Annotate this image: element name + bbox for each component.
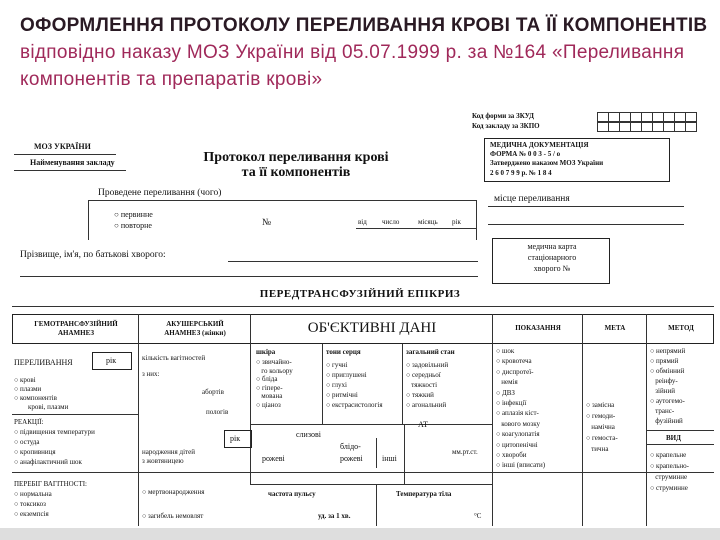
institution-label: Найменування закладу [30, 158, 115, 167]
method-heading: МЕТОД [668, 324, 694, 332]
indication-items-1[interactable]: ○ кровотеча [496, 357, 532, 366]
fetal-death-option[interactable]: ○ загибель немовлят [142, 512, 204, 520]
reactions-label: РЕАКЦІЇ: [14, 418, 44, 426]
type-items-3[interactable]: ○ струминне [650, 484, 688, 492]
indication-items-10[interactable]: ○ хвороби [496, 451, 527, 460]
med-doc-line-3: Затверджено наказом МОЗ України [490, 159, 604, 167]
reaction-2-label: остуда [19, 438, 40, 446]
general-items-3[interactable]: ○ тяжкий [406, 391, 434, 399]
type-items-1[interactable]: ○ крапельно- [650, 462, 690, 470]
course-3[interactable]: ○ екземпсія [14, 510, 49, 518]
pale-label-2: рожеві [340, 454, 363, 463]
plasma-option[interactable]: ○ плазми [14, 385, 42, 393]
heart-items-2[interactable]: ○ глухі [326, 381, 347, 389]
med-doc-line-2: ФОРМА № 0 0 3 - 5 / о [490, 150, 561, 158]
method-items-7[interactable]: фузійний [650, 417, 683, 425]
reaction-1-label: підвищення температури [19, 428, 95, 436]
births-label: пологів [206, 408, 229, 416]
pregnancies-label: кількість вагітностей [142, 354, 206, 362]
slide-footer-bar [0, 528, 720, 540]
method-items-2[interactable]: ○ обмінний [650, 367, 685, 375]
hemo-anamnesis-heading-2: АНАМНЕЗ [57, 329, 95, 337]
goal-items-3[interactable]: ○ гемоста- [586, 434, 618, 442]
mmhg-label: мм.рт.ст. [452, 448, 478, 456]
skin-items-1[interactable]: го кольору [256, 366, 293, 375]
indication-items-6[interactable]: ○ аплазія кіст- [496, 409, 539, 418]
reaction-4-label: анафілактичний шок [19, 458, 82, 466]
indication-items-0[interactable]: ○ шок [496, 347, 515, 355]
blood-option-label: крові [19, 376, 36, 384]
month-label: місяць [418, 218, 438, 226]
pretransfusion-heading: ПЕРЕДТРАНСФУЗІЙНИЙ ЕПІКРИЗ [259, 288, 461, 300]
general-items-1[interactable]: ○ середньої [406, 371, 441, 379]
reaction-3-label: кропивниця [19, 448, 56, 456]
med-card-line-2: стаціонарного [527, 253, 577, 262]
method-items-5[interactable]: ○ аутогемо- [650, 397, 685, 405]
children-label-2: з жовтяницею [142, 457, 184, 465]
protocol-title-1: Протокол переливання крові [203, 150, 389, 165]
year-label: рік [452, 218, 461, 226]
indication-items-8[interactable]: ○ коагулопатія [496, 430, 540, 439]
heart-items-3[interactable]: ○ ритмічні [326, 391, 358, 399]
method-items-1[interactable]: ○ прямий [650, 357, 679, 365]
components-option-label-1: компонентів [19, 394, 57, 402]
course-1[interactable]: ○ нормальна [14, 490, 52, 498]
type-options[interactable] [650, 450, 689, 494]
method-items-0[interactable]: ○ непрямий [650, 347, 686, 355]
course-3-label: екземпсія [19, 510, 49, 518]
skin-items-2[interactable]: ○ бліда [256, 375, 278, 384]
indication-items-3[interactable]: немія [496, 378, 518, 387]
general-items-4[interactable]: ○ агональний [406, 401, 447, 409]
children-label-1: народження дітей [142, 448, 195, 456]
first-option[interactable]: ○ первинне [114, 210, 153, 219]
slide-title-bold: ОФОРМЛЕННЯ ПРОТОКОЛУ ПЕРЕЛИВАННЯ КРОВІ ТА ЇЇ КОМПОНЕНТІВ [20, 15, 708, 36]
skin-items-5[interactable]: ○ ціаноз [256, 400, 281, 409]
conducted-label: Проведене переливання (чого) [98, 188, 222, 198]
components-option[interactable]: ○ компонентів [14, 394, 57, 402]
skin-options[interactable] [256, 358, 293, 410]
pregnancy-course-label: ПЕРЕБІГ ВАГІТНОСТІ: [14, 480, 88, 488]
abortions-label: абортів [202, 388, 224, 396]
heart-tones-heading: тони серця [326, 348, 361, 356]
type-items-0[interactable]: ○ крапельне [650, 451, 687, 459]
patient-name-label: Прізвище, ім'я, по батькові хворого: [20, 250, 166, 260]
method-options[interactable] [650, 346, 685, 426]
reaction-3[interactable]: ○ кропивниця [14, 448, 56, 456]
protocol-title-2: та її компонентів [241, 165, 351, 180]
general-heading: загальний стан [406, 348, 455, 356]
obst-anamnesis-heading-1: АКУШЕРСЬКИЙ [166, 320, 224, 328]
patient-name-field[interactable] [228, 261, 478, 262]
goal-heading: МЕТА [604, 324, 626, 332]
slide-title-rest: відповідно наказу МОЗ України від 05.07.1999 р. за №164 «Переливання компонентів та препаратів крові» [20, 42, 685, 90]
repeat-option-label: повторне [120, 221, 152, 230]
transfusion-protocol-form [6, 108, 714, 526]
day-label: число [382, 218, 400, 226]
pale-label-1: блідо- [340, 442, 361, 451]
indication-items-5[interactable]: ○ інфекції [496, 399, 527, 408]
obst-year-label: рік [230, 434, 241, 443]
reaction-2[interactable]: ○ остуда [14, 438, 40, 446]
skin-items-0[interactable]: ○ звичайно- [256, 358, 292, 366]
indication-items-9[interactable]: ○ цитопенічні [496, 440, 538, 449]
indication-options[interactable] [496, 346, 545, 471]
per-min-label: уд. за 1 хв. [318, 512, 351, 520]
miscarriage-option[interactable]: ○ мертвонародження [142, 488, 205, 496]
method-items-3[interactable]: реінфу- [650, 377, 678, 385]
med-doc-line-1: МЕДИЧНА ДОКУМЕНТАЦІЯ [490, 141, 589, 149]
repeat-option[interactable]: ○ повторне [114, 221, 152, 230]
from-label: від [358, 218, 367, 226]
method-items-4[interactable]: зійний [650, 387, 675, 395]
general-items-2[interactable]: тяжкості [406, 381, 438, 389]
fetal-death-label: загибель немовлят [147, 512, 204, 520]
code-zkud-cells[interactable] [598, 112, 697, 122]
transfusions-label: ПЕРЕЛИВАННЯ [14, 358, 73, 367]
reaction-1[interactable]: ○ підвищення температури [14, 428, 95, 436]
obst-anamnesis-heading-2: АНАМНЕЗ (жінки) [164, 329, 226, 337]
first-option-label: первинне [120, 210, 153, 219]
goal-items-2[interactable]: намічна [586, 423, 615, 431]
heart-items-0[interactable]: ○ гучні [326, 361, 348, 369]
objective-heading: ОБ'ЄКТИВНІ ДАНІ [307, 320, 437, 336]
pink-label: рожеві [262, 454, 285, 463]
indication-items-7[interactable]: кового мозку [496, 419, 540, 428]
indication-items-2[interactable]: ○ диспротеї- [496, 367, 534, 376]
heart-items-1[interactable]: ○ приглушені [326, 371, 367, 379]
general-options[interactable] [406, 360, 448, 410]
pulse-label: частота пульсу [268, 490, 316, 498]
code-zkpo-label: Код закладу за ЗКПО [472, 122, 540, 130]
med-card-line-3: хворого № [533, 264, 571, 273]
med-card-line-1: медична карта [527, 242, 577, 251]
hemo-anamnesis-heading-1: ГЕМОТРАНСФУЗІЙНИЙ [34, 320, 118, 328]
heart-options[interactable] [326, 360, 383, 410]
indications-heading: ПОКАЗАННЯ [515, 324, 561, 332]
med-doc-line-4: 2 6 0 7 9 9 р. № 1 8 4 [490, 169, 552, 177]
course-2[interactable]: ○ токсикоз [14, 500, 46, 508]
plasma-option-label: плазми [19, 385, 42, 393]
code-zkpo-cells[interactable] [598, 122, 697, 132]
heart-items-4[interactable]: ○ екстрасистологія [326, 401, 383, 409]
blood-option[interactable]: ○ крові [14, 376, 36, 384]
course-1-label: нормальна [19, 490, 52, 498]
skin-items-3[interactable]: ○ гіпере- [256, 383, 283, 392]
celsius-label: °С [474, 512, 482, 520]
type-label: ВИД [666, 434, 681, 442]
of-them-label: з них: [142, 370, 160, 378]
indication-items-4[interactable]: ○ ДВЗ [496, 388, 515, 397]
code-zkud-label: Код форми за ЗКУД [472, 112, 534, 120]
transfusions-year-label: рік [106, 356, 117, 365]
goal-options[interactable] [586, 400, 618, 455]
temperature-label: Температура тіла [396, 490, 452, 498]
type-items-2[interactable]: струминне [650, 473, 688, 481]
indication-items-11[interactable]: ○ інші (вписати) [496, 461, 546, 470]
miscarriage-label: мертвонародження [147, 488, 205, 496]
components-option-label-2: крові, плазми [28, 403, 69, 411]
method-items-6[interactable]: транс- [650, 407, 675, 415]
goal-items-0[interactable]: ○ замісна [586, 401, 615, 409]
other-label: інші [382, 454, 397, 463]
course-2-label: токсикоз [19, 500, 46, 508]
slide-title [20, 12, 710, 93]
place-label: місце переливання [494, 194, 570, 204]
general-items-0[interactable]: ○ задовільний [406, 361, 449, 369]
reaction-4[interactable]: ○ анафілактичний шок [14, 458, 82, 466]
mucous-label: слизові [296, 430, 321, 439]
goal-items-1[interactable]: ○ гемоди- [586, 412, 616, 420]
skin-heading: шкіра [256, 348, 276, 356]
moz-label: МОЗ УКРАЇНИ [34, 142, 91, 151]
number-label: № [262, 218, 272, 228]
goal-items-4[interactable]: тична [586, 445, 609, 453]
skin-items-4[interactable]: мована [256, 392, 283, 401]
bp-label: АТ [418, 420, 428, 429]
